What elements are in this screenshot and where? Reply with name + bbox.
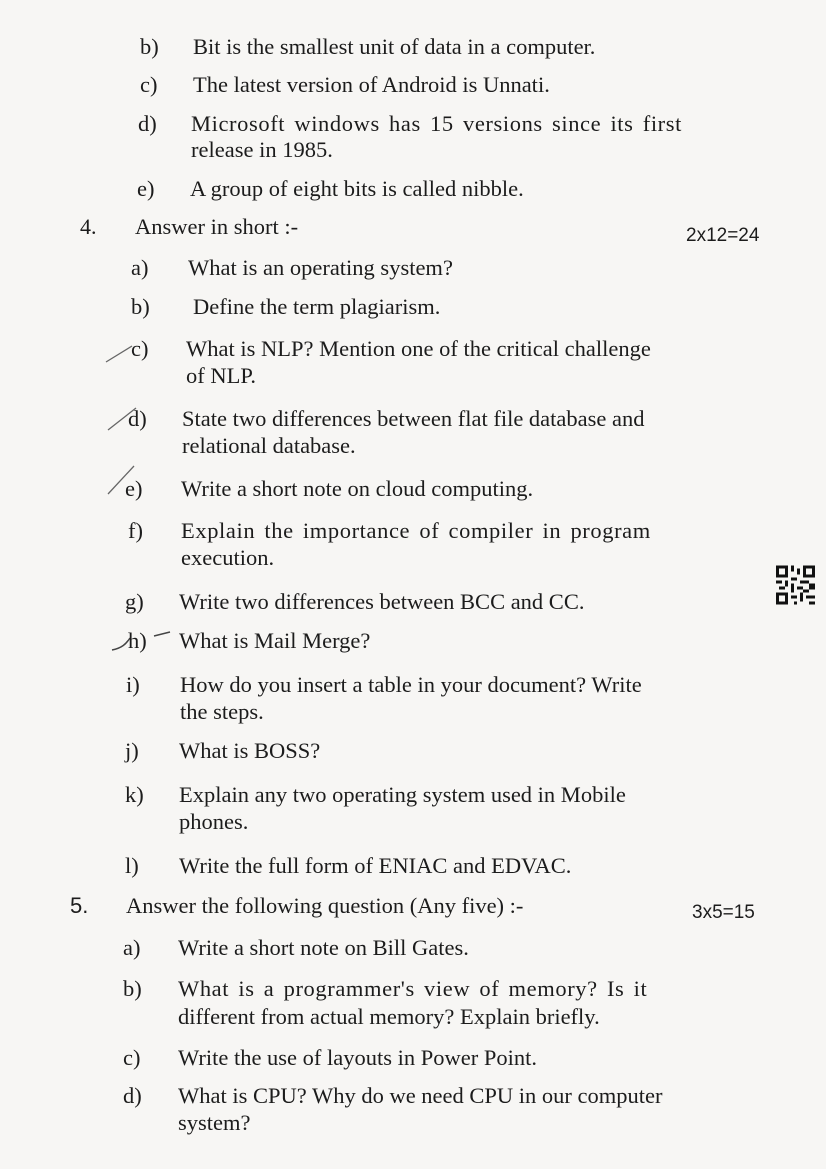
item-text: Define the term plagiarism.	[193, 294, 441, 319]
list-item	[0, 294, 826, 324]
question-title: Answer the following question (Any five) :-	[126, 893, 524, 918]
item-label: h)	[128, 628, 147, 653]
pencil-tick-icon	[104, 344, 134, 364]
list-item	[0, 672, 826, 728]
item-label: g)	[125, 589, 144, 614]
item-label: e)	[137, 176, 155, 201]
list-item	[0, 1045, 826, 1075]
list-item	[0, 255, 826, 285]
marks: 2x12=24	[686, 225, 760, 246]
item-text: Write a short note on cloud computing.	[181, 476, 534, 501]
item-text-line2: relational database.	[182, 433, 356, 458]
marks: 3x5=15	[692, 902, 755, 923]
item-text: What is an operating system?	[188, 255, 453, 280]
item-label: f)	[128, 518, 143, 543]
item-label: i)	[126, 672, 140, 697]
question-header	[0, 214, 826, 244]
item-label: j)	[125, 738, 139, 763]
list-item	[0, 935, 826, 965]
list-item	[0, 34, 826, 64]
item-label: e)	[125, 476, 143, 501]
item-text-line1: What is a programmer's view of memory? Is it	[178, 976, 648, 1001]
item-label: d)	[128, 406, 147, 431]
list-item	[0, 738, 826, 768]
item-text-line2: phones.	[179, 809, 249, 834]
list-item	[0, 976, 826, 1032]
item-text: Write the use of layouts in Power Point.	[178, 1045, 538, 1070]
list-item	[0, 72, 826, 102]
item-label: c)	[123, 1045, 141, 1070]
item-text: What is Mail Merge?	[179, 628, 371, 653]
item-text: A group of eight bits is called nibble.	[190, 176, 524, 201]
item-text-line2: release in 1985.	[191, 137, 333, 162]
item-label: a)	[123, 935, 141, 960]
item-text: The latest version of Android is Unnati.	[193, 72, 550, 97]
list-item	[0, 476, 826, 506]
list-item	[0, 853, 826, 883]
item-text-line1: How do you insert a table in your document? Write	[180, 672, 642, 697]
question-number: 4.	[80, 214, 97, 239]
list-item	[0, 628, 826, 658]
question-header	[0, 893, 826, 923]
item-text-line2: the steps.	[180, 699, 264, 724]
item-text: What is BOSS?	[179, 738, 321, 763]
item-label: l)	[125, 853, 139, 878]
item-text-line2: system?	[178, 1110, 251, 1135]
item-label: a)	[131, 255, 149, 280]
item-text: Bit is the smallest unit of data in a computer.	[193, 34, 596, 59]
item-text-line2: of NLP.	[186, 363, 257, 388]
item-text-line2: execution.	[181, 545, 275, 570]
item-label: c)	[131, 336, 149, 361]
list-item	[0, 1083, 826, 1139]
list-item	[0, 782, 826, 838]
list-item	[0, 176, 826, 206]
list-item	[0, 589, 826, 619]
list-item	[0, 406, 826, 462]
item-label: c)	[140, 72, 158, 97]
item-text: Write the full form of ENIAC and EDVAC.	[179, 853, 572, 878]
list-item	[0, 111, 826, 167]
item-label: b)	[140, 34, 159, 59]
item-label: d)	[138, 111, 157, 136]
item-label: k)	[125, 782, 144, 807]
item-text: Write a short note on Bill Gates.	[178, 935, 469, 960]
item-text-line1: Explain the importance of compiler in program	[181, 518, 651, 543]
list-item	[0, 518, 826, 574]
item-text-line1: Microsoft windows has 15 versions since its first	[191, 111, 682, 136]
item-text-line1: What is CPU? Why do we need CPU in our computer	[178, 1083, 663, 1108]
item-text-line2: different from actual memory? Explain briefly.	[178, 1004, 600, 1029]
list-item	[0, 336, 826, 392]
question-title: Answer in short :-	[135, 214, 299, 239]
item-label: b)	[123, 976, 142, 1001]
item-label: d)	[123, 1083, 142, 1108]
question-number: 5.	[70, 893, 89, 918]
item-text-line1: Explain any two operating system used in Mobile	[179, 782, 626, 807]
item-text: Write two differences between BCC and CC.	[179, 589, 585, 614]
item-text-line1: State two differences between flat file database and	[182, 406, 645, 431]
item-text-line1: What is NLP? Mention one of the critical challenge	[186, 336, 651, 361]
item-label: b)	[131, 294, 150, 319]
